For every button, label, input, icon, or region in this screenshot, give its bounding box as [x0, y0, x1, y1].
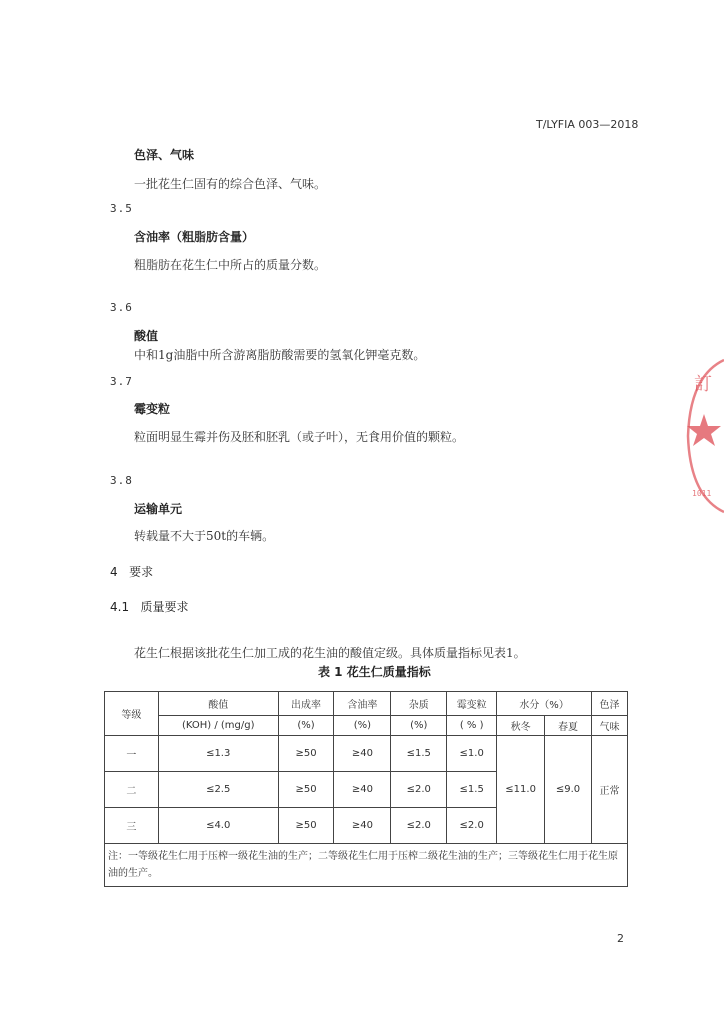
- impurity-cell: ≤1.5: [391, 736, 447, 772]
- impurity-cell: ≤2.0: [391, 772, 447, 808]
- section-number: 3.5: [110, 202, 133, 215]
- section-number: 3.8: [110, 474, 133, 487]
- autumn-header: 秋冬: [497, 716, 545, 736]
- mold-cell: ≤2.0: [447, 808, 497, 844]
- yield-cell: ≥50: [278, 808, 334, 844]
- seal-stamp: [684, 356, 724, 516]
- term-definition: 一批花生仁固有的综合色泽、气味。: [134, 177, 327, 191]
- term-definition: 转载量不大于50t的车辆。: [134, 529, 275, 543]
- page-number: 2: [617, 932, 624, 945]
- acid-header: 酸值: [158, 692, 278, 716]
- chapter-heading: [110, 563, 153, 580]
- impurity-cell: ≤2.0: [391, 808, 447, 844]
- grade-header: 等级: [105, 692, 159, 736]
- grade-cell: 三: [105, 808, 159, 844]
- stamp-number: 1011: [692, 489, 712, 498]
- term-definition: 粒面明显生霉并伤及胚和胚乳（或子叶），无食用价值的颗粒。: [134, 430, 465, 444]
- term-heading: 含油率（粗脂肪含量）: [134, 230, 255, 244]
- yield-cell: ≥50: [278, 772, 334, 808]
- mold-header: 霉变粒: [447, 692, 497, 716]
- term-heading: 酸值: [134, 329, 159, 343]
- yield-cell: ≥50: [278, 736, 334, 772]
- chapter-title: 要求: [129, 565, 154, 579]
- chapter-number: 4: [110, 565, 118, 579]
- table-note: 注：一等级花生仁用于压榨一级花生油的生产；二等级花生仁用于压榨二级花生油的生产；三等级花生仁用于花生原油的生产。: [105, 844, 628, 887]
- clause-heading: [110, 598, 189, 615]
- spring-header: 春夏: [545, 716, 592, 736]
- oil-header: 含油率: [334, 692, 391, 716]
- acid-cell: ≤1.3: [158, 736, 278, 772]
- acid-unit: (KOH) / (mg/g): [158, 716, 278, 736]
- svg-text:訂: 訂: [694, 374, 712, 395]
- oil-cell: ≥40: [334, 736, 391, 772]
- mold-cell: ≤1.0: [447, 736, 497, 772]
- impurity-unit: (%): [391, 716, 447, 736]
- term-heading: 运输单元: [134, 502, 183, 516]
- table-note-row: [105, 844, 628, 887]
- intro-paragraph: 花生仁根据该批花生仁加工成的花生油的酸值定级。具体质量指标见表1。: [134, 646, 526, 660]
- odor-header: 气味: [592, 716, 628, 736]
- table-row: [105, 736, 628, 772]
- mold-cell: ≤1.5: [447, 772, 497, 808]
- yield-unit: (%): [278, 716, 334, 736]
- color-header: 色泽: [592, 692, 628, 716]
- moisture-autumn-cell: ≤11.0: [497, 736, 545, 844]
- acid-cell: ≤2.5: [158, 772, 278, 808]
- impurity-header: 杂质: [391, 692, 447, 716]
- term-heading: 色泽、气味: [134, 148, 195, 162]
- oil-cell: ≥40: [334, 772, 391, 808]
- document-code: T/LYFIA 003—2018: [536, 118, 639, 131]
- clause-title: 质量要求: [140, 600, 189, 614]
- oil-unit: (%): [334, 716, 391, 736]
- grade-cell: 二: [105, 772, 159, 808]
- oil-cell: ≥40: [334, 808, 391, 844]
- clause-number: 4.1: [110, 600, 130, 614]
- moisture-header: 水分（%）: [497, 692, 592, 716]
- moisture-spring-cell: ≤9.0: [545, 736, 592, 844]
- term-definition: 中和1g油脂中所含游离脂肪酸需要的氢氧化钾毫克数。: [134, 348, 426, 362]
- quality-table: [104, 691, 628, 887]
- acid-cell: ≤4.0: [158, 808, 278, 844]
- color-odor-cell: 正常: [592, 736, 628, 844]
- grade-cell: 一: [105, 736, 159, 772]
- term-heading: 霉变粒: [134, 402, 171, 416]
- mold-unit: ( % ): [447, 716, 497, 736]
- section-number: 3.6: [110, 301, 133, 314]
- table-caption: 表 1 花生仁质量指标: [318, 665, 431, 679]
- section-number: 3.7: [110, 375, 133, 388]
- term-definition: 粗脂肪在花生仁中所占的质量分数。: [134, 258, 327, 272]
- yield-header: 出成率: [278, 692, 334, 716]
